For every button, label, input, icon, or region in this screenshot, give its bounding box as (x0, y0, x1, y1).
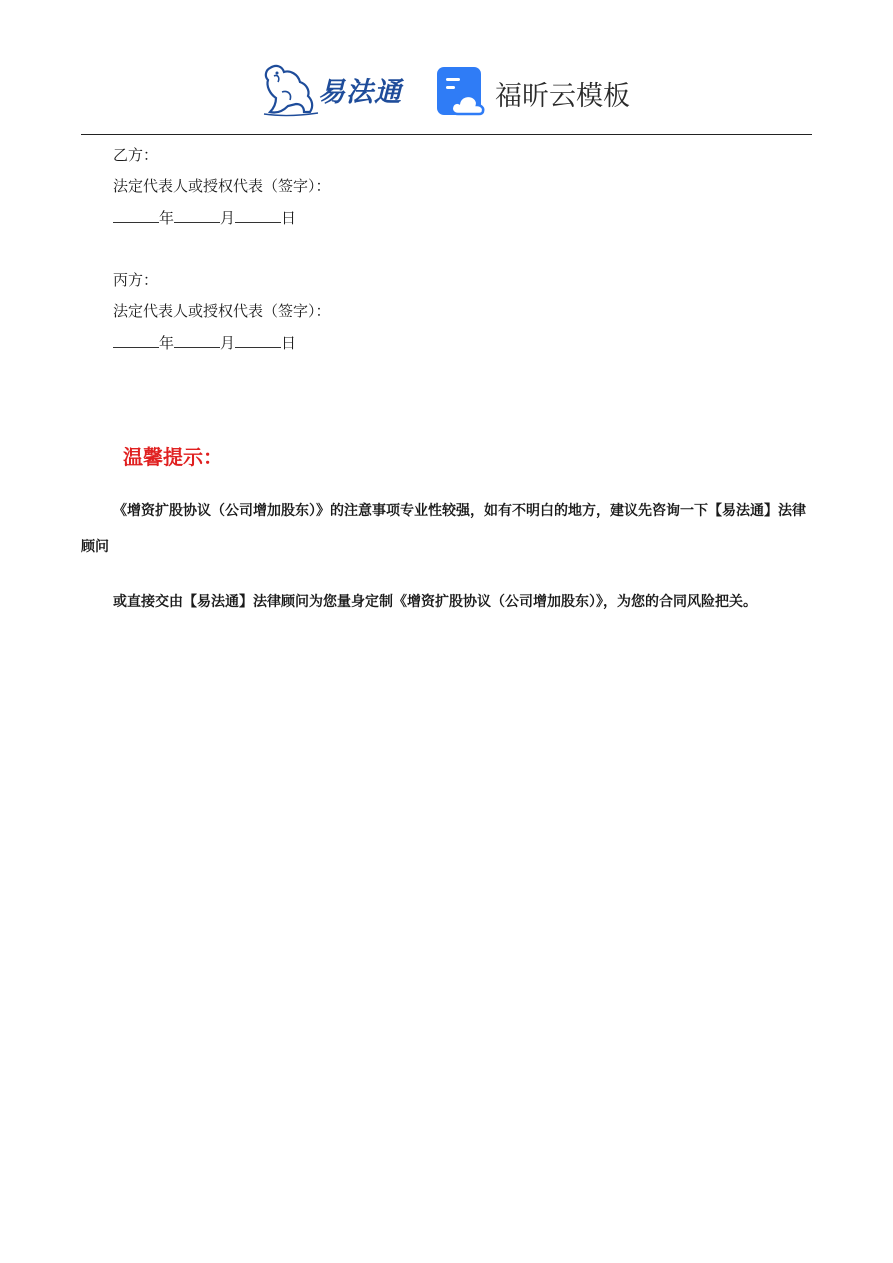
tip-paragraph-2: 或直接交由【易法通】法律顾问为您量身定制《增资扩股协议（公司增加股东）》，为您的合同风险把关。 (113, 594, 757, 610)
qilin-mascot-icon (262, 62, 320, 118)
day-blank (235, 333, 281, 348)
foxit-brand-name: 福昕云模板 (495, 81, 630, 112)
party-c-signatory: 法定代表人或授权代表（签字）： (113, 302, 331, 320)
party-c-date-line (113, 333, 296, 352)
day-label: 日 (281, 334, 297, 352)
month-label: 月 (220, 334, 236, 352)
year-label: 年 (159, 209, 175, 227)
party-b-label: 乙方： (113, 146, 159, 164)
page-header (0, 0, 893, 136)
foxit-template-logo (436, 66, 636, 118)
tip-title: 温馨提示： (123, 445, 223, 469)
year-blank (113, 333, 159, 348)
party-b-signatory: 法定代表人或授权代表（签字）： (113, 177, 331, 195)
header-divider (81, 134, 812, 135)
day-blank (235, 208, 281, 223)
tip-paragraph-1: 《增资扩股协议（公司增加股东）》的注意事项专业性较强，如有不明白的地方，建议先咨询一下【易法通】法律顾问 (81, 503, 806, 555)
month-blank (174, 208, 220, 223)
party-b-date-line (113, 208, 296, 227)
yifatong-logo (262, 62, 414, 118)
year-label: 年 (159, 334, 175, 352)
party-c-label: 丙方： (113, 271, 159, 289)
cloud-document-icon (436, 66, 488, 118)
month-label: 月 (220, 209, 236, 227)
day-label: 日 (281, 209, 297, 227)
month-blank (174, 333, 220, 348)
yifatong-brand-name: 易法通 (318, 77, 402, 108)
year-blank (113, 208, 159, 223)
